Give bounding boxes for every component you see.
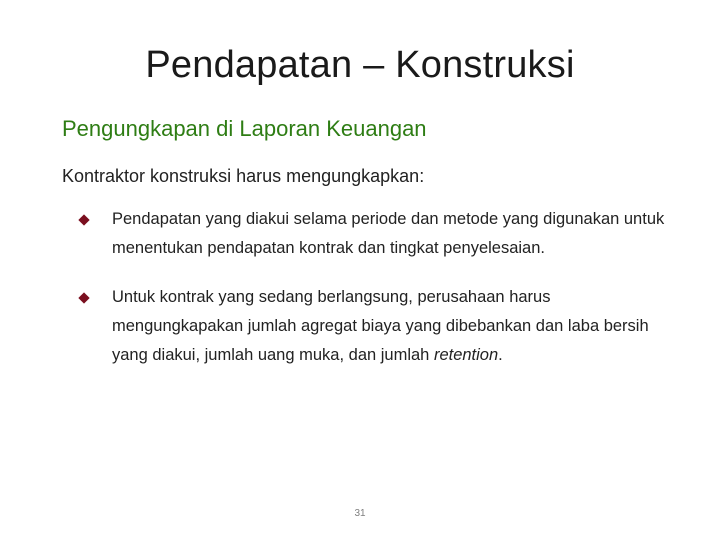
diamond-bullet-icon	[78, 214, 89, 225]
slide-title: Pendapatan – Konstruksi	[145, 44, 575, 86]
bullet-list	[76, 205, 676, 390]
bullet-text-main: Untuk kontrak yang sedang berlangsung, perusahaan harus mengungkapakan jumlah agregat biaya yang dibebankan dan laba bersih yang diakui, jumlah uang muka, dan jumlah	[112, 288, 649, 364]
bullet-item	[76, 205, 676, 263]
intro-text: Kontraktor konstruksi harus mengungkapkan:	[62, 166, 425, 186]
bullet-item	[76, 283, 676, 370]
bullet-marker	[76, 283, 112, 312]
bullet-text	[112, 283, 676, 370]
bullet-marker	[76, 205, 112, 234]
bullet-text-italic: retention	[433, 346, 499, 364]
bullet-text-end: .	[498, 346, 503, 364]
slide-subtitle: Pengungkapan di Laporan Keuangan	[62, 116, 427, 141]
bullet-text: Pendapatan yang diakui selama periode dan metode yang digunakan untuk menentukan pendapatan kontrak dan tingkat penyelesaian.	[112, 210, 665, 257]
page-number: 31	[354, 508, 366, 519]
diamond-bullet-icon	[78, 292, 89, 303]
